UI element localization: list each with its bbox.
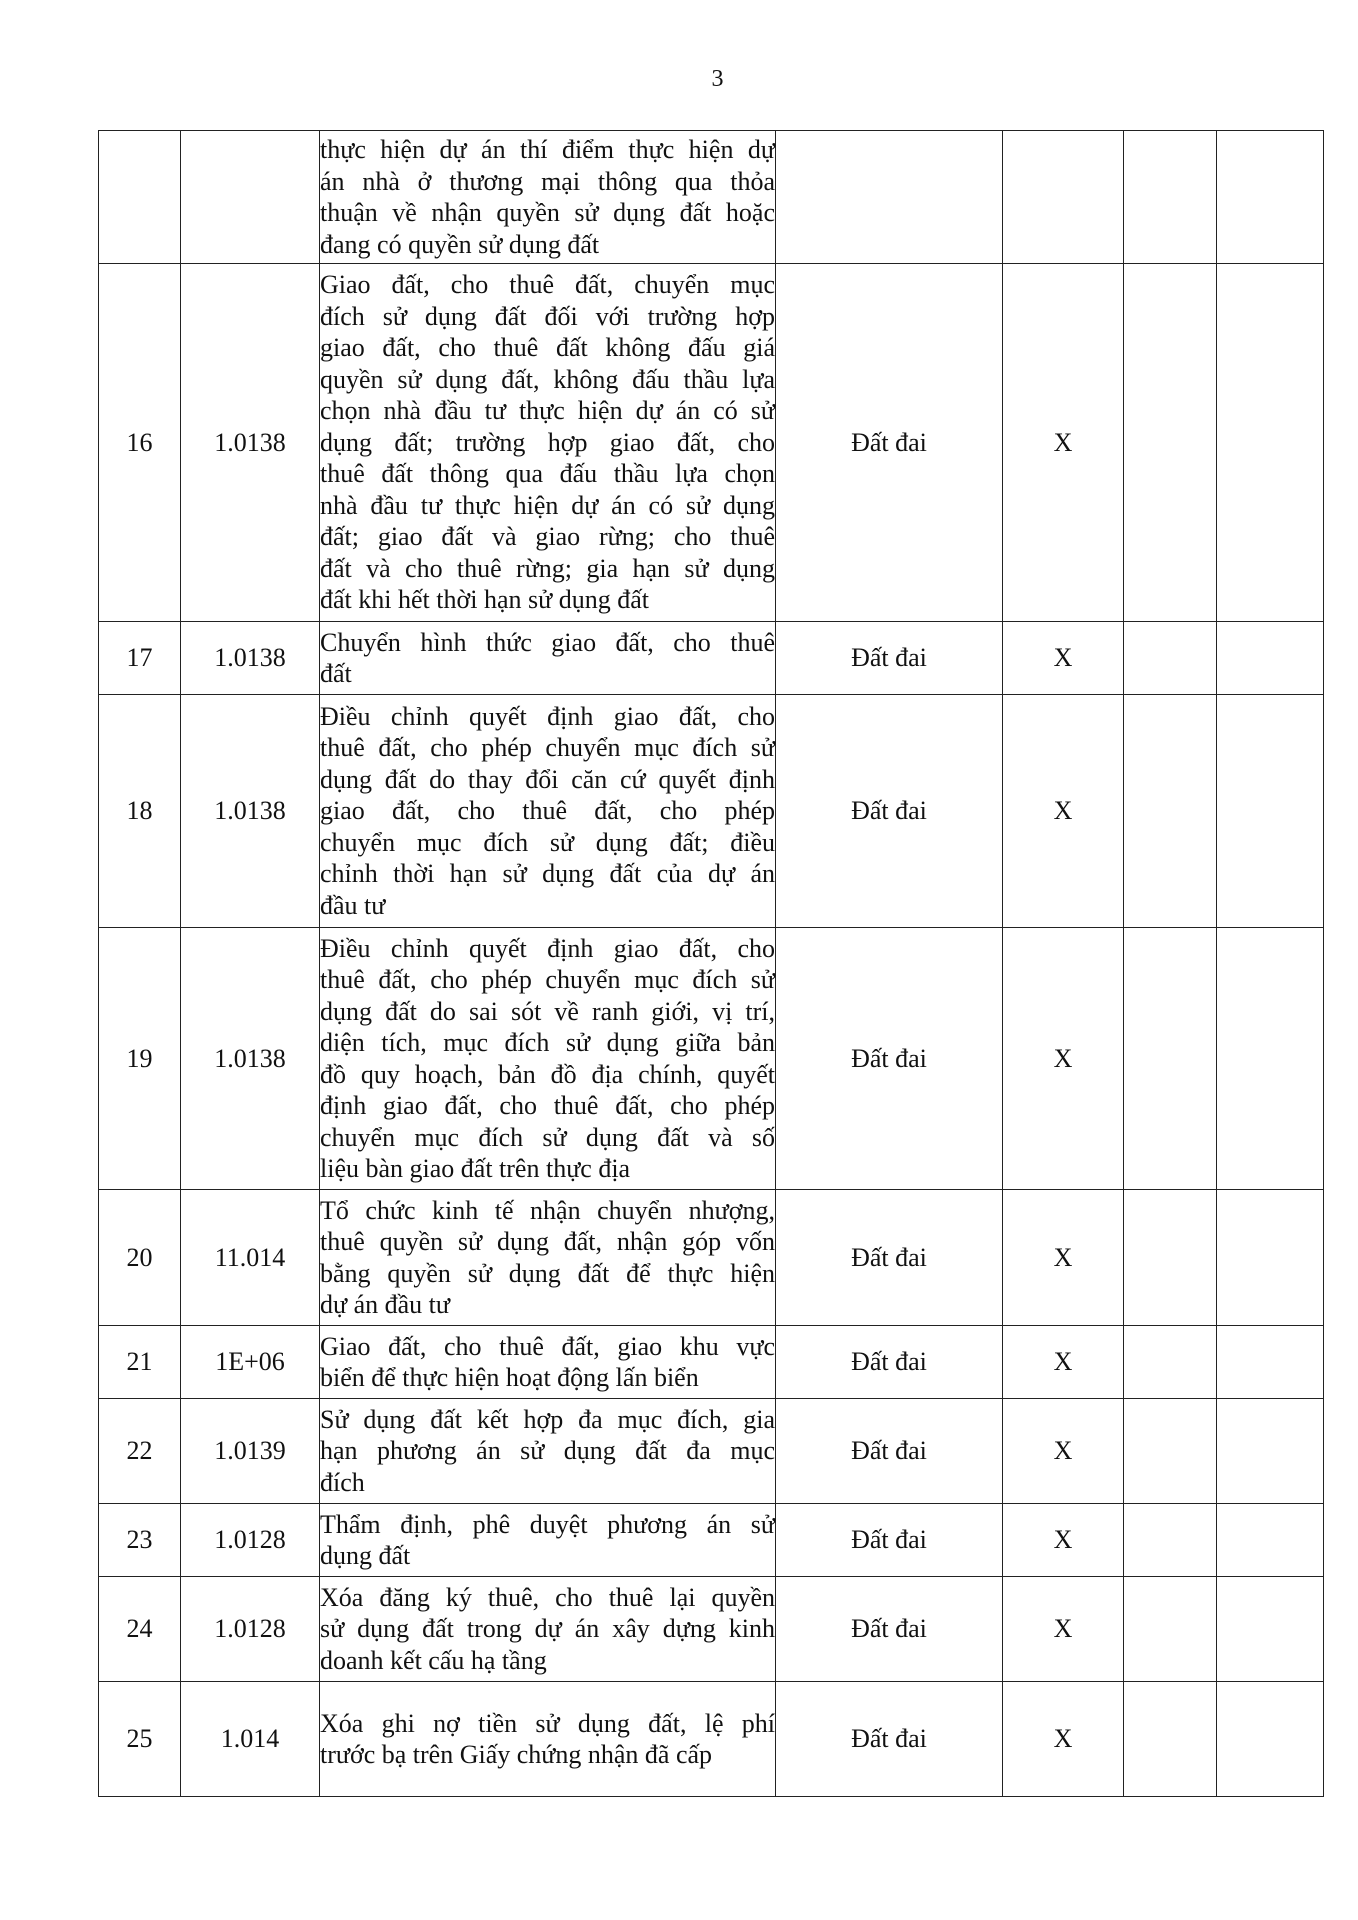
procedure-name-line: chỉnh thời hạn sử dụng đất của dự án (320, 859, 775, 889)
level-mark: X (1003, 1504, 1124, 1577)
empty-cell (1124, 1577, 1217, 1682)
procedure-name (320, 1326, 776, 1399)
procedure-name-line: Chuyển hình thức giao đất, cho thuê (320, 627, 775, 657)
row-number: 23 (99, 1504, 181, 1577)
table-row (99, 1326, 1324, 1399)
procedure-name-line: thuê quyền sử dụng đất, nhận góp vốn (320, 1227, 775, 1256)
empty-cell (1217, 131, 1324, 264)
empty-cell (1124, 928, 1217, 1190)
procedure-name (320, 131, 776, 264)
procedure-name (320, 1504, 776, 1577)
procedure-name-line: dụng đất; trường hợp giao đất, cho (320, 427, 775, 457)
procedure-name-line: đồ quy hoạch, bản đồ địa chính, quyết (320, 1059, 775, 1089)
table-row (99, 1399, 1324, 1504)
field-cell: Đất đai (776, 1682, 1003, 1797)
procedure-name-line: doanh kết cấu hạ tầng (320, 1645, 547, 1675)
procedure-name-line: đất và cho thuê rừng; gia hạn sử dụng (320, 553, 775, 583)
procedure-name-line: dụng đất do sai sót về ranh giới, vị trí, (320, 996, 775, 1026)
procedure-name (320, 928, 776, 1190)
procedure-name-line: thuận về nhận quyền sử dụng đất hoặc (320, 198, 775, 227)
procedure-name-line: quyền sử dụng đất, không đấu thầu lựa (320, 364, 775, 394)
level-mark: X (1003, 264, 1124, 622)
row-number: 22 (99, 1399, 181, 1504)
procedure-name-line: thuê đất, cho phép chuyển mục đích sử (320, 733, 775, 763)
empty-cell (1124, 1326, 1217, 1399)
procedure-name-line: Xóa ghi nợ tiền sử dụng đất, lệ phí (320, 1708, 775, 1738)
procedure-name-line: bằng quyền sử dụng đất để thực hiện (320, 1258, 775, 1288)
procedure-name-line: Sử dụng đất kết hợp đa mục đích, gia (320, 1404, 775, 1434)
procedure-name-line: định giao đất, cho thuê đất, cho phép (320, 1091, 775, 1120)
empty-cell (1124, 622, 1217, 695)
row-number: 21 (99, 1326, 181, 1399)
procedure-name (320, 1190, 776, 1326)
empty-cell (1217, 264, 1324, 622)
empty-cell (1217, 1504, 1324, 1577)
row-number (99, 131, 181, 264)
table-row (99, 1682, 1324, 1797)
table-row (99, 131, 1324, 264)
field-cell: Đất đai (776, 264, 1003, 622)
procedure-code: 1.0138 (181, 695, 320, 928)
table-row (99, 1577, 1324, 1682)
level-mark (1003, 131, 1124, 264)
row-number: 24 (99, 1577, 181, 1682)
procedure-code: 1E+06 (181, 1326, 320, 1399)
field-cell: Đất đai (776, 928, 1003, 1190)
field-cell: Đất đai (776, 1190, 1003, 1326)
empty-cell (1217, 1577, 1324, 1682)
procedure-name-line: đang có quyền sử dụng đất (320, 229, 600, 259)
level-mark: X (1003, 928, 1124, 1190)
procedure-name-line: chuyển mục đích sử dụng đất và số (320, 1122, 775, 1152)
procedure-code: 1.014 (181, 1682, 320, 1797)
procedure-name-line: thuê đất thông qua đấu thầu lựa chọn (320, 459, 775, 489)
table-row (99, 695, 1324, 928)
field-cell: Đất đai (776, 695, 1003, 928)
procedure-name-line: giao đất, cho thuê đất, cho phép (320, 796, 775, 826)
table-row (99, 1190, 1324, 1326)
procedure-name-line: án nhà ở thương mại thông qua thỏa (320, 166, 775, 196)
procedure-name-line: liệu bàn giao đất trên thực địa (320, 1154, 631, 1183)
procedure-name-line: Tổ chức kinh tế nhận chuyển nhượng, (320, 1195, 775, 1225)
page-number: 3 (711, 66, 724, 92)
procedure-name-line: đất; giao đất và giao rừng; cho thuê (320, 522, 775, 552)
procedure-name-line: đích (320, 1467, 365, 1497)
procedure-name (320, 1399, 776, 1504)
procedure-name-line: đất (320, 659, 352, 688)
empty-cell (1124, 695, 1217, 928)
procedure-code: 1.0139 (181, 1399, 320, 1504)
procedure-code: 1.0138 (181, 622, 320, 695)
table-row (99, 264, 1324, 622)
empty-cell (1124, 1190, 1217, 1326)
procedure-name-line: nhà đầu tư thực hiện dự án có sử dụng (320, 490, 775, 520)
row-number: 16 (99, 264, 181, 622)
procedure-name (320, 695, 776, 928)
procedure-name-line: đất khi hết thời hạn sử dụng đất (320, 585, 649, 615)
procedure-name-line: thực hiện dự án thí điểm thực hiện dự (320, 135, 775, 164)
procedure-name-line: sử dụng đất trong dự án xây dựng kinh (320, 1614, 775, 1644)
empty-cell (1217, 1326, 1324, 1399)
empty-cell (1124, 1399, 1217, 1504)
procedure-name-line: dự án đầu tư (320, 1290, 450, 1319)
level-mark: X (1003, 1190, 1124, 1326)
empty-cell (1124, 264, 1217, 622)
level-mark: X (1003, 622, 1124, 695)
procedure-name-line: dụng đất do thay đổi căn cứ quyết định (320, 764, 775, 794)
procedure-code: 1.0128 (181, 1504, 320, 1577)
row-number: 18 (99, 695, 181, 928)
empty-cell (1217, 622, 1324, 695)
empty-cell (1124, 131, 1217, 264)
procedure-code: 1.0128 (181, 1577, 320, 1682)
procedures-table (98, 130, 1324, 1797)
table-row (99, 928, 1324, 1190)
field-cell (776, 131, 1003, 264)
procedure-name (320, 264, 776, 622)
empty-cell (1217, 1399, 1324, 1504)
field-cell: Đất đai (776, 1577, 1003, 1682)
procedure-name-line: dụng đất (320, 1541, 411, 1570)
procedure-name (320, 1682, 776, 1797)
procedure-name-line: biển để thực hiện hoạt động lấn biển (320, 1363, 699, 1392)
procedure-name-line: Giao đất, cho thuê đất, chuyển mục (320, 270, 775, 300)
field-cell: Đất đai (776, 622, 1003, 695)
level-mark: X (1003, 1399, 1124, 1504)
level-mark: X (1003, 1682, 1124, 1797)
procedure-name-line: giao đất, cho thuê đất không đấu giá (320, 333, 775, 363)
procedure-name-line: trước bạ trên Giấy chứng nhận đã cấp (320, 1740, 713, 1769)
procedure-name-line: diện tích, mục đích sử dụng giữa bản (320, 1028, 775, 1057)
empty-cell (1217, 1190, 1324, 1326)
procedure-name-line: Điều chỉnh quyết định giao đất, cho (320, 701, 775, 731)
field-cell: Đất đai (776, 1326, 1003, 1399)
procedure-name-line: Giao đất, cho thuê đất, giao khu vực (320, 1331, 775, 1361)
empty-cell (1124, 1504, 1217, 1577)
procedure-name-line: Thẩm định, phê duyệt phương án sử (320, 1509, 775, 1539)
procedure-name-line: Điều chỉnh quyết định giao đất, cho (320, 933, 775, 963)
empty-cell (1217, 928, 1324, 1190)
procedure-name-line: Xóa đăng ký thuê, cho thuê lại quyền (320, 1582, 775, 1612)
procedure-name-line: đích sử dụng đất đối với trường hợp (320, 301, 775, 331)
procedure-code: 1.0138 (181, 928, 320, 1190)
row-number: 17 (99, 622, 181, 695)
procedure-name-line: chuyển mục đích sử dụng đất; điều (320, 827, 775, 857)
procedure-name-line: đầu tư (320, 890, 386, 920)
table-row (99, 622, 1324, 695)
procedure-name (320, 622, 776, 695)
procedure-code (181, 131, 320, 264)
row-number: 25 (99, 1682, 181, 1797)
level-mark: X (1003, 695, 1124, 928)
empty-cell (1217, 695, 1324, 928)
table-row (99, 1504, 1324, 1577)
empty-cell (1124, 1682, 1217, 1797)
empty-cell (1217, 1682, 1324, 1797)
procedure-name-line: thuê đất, cho phép chuyển mục đích sử (320, 965, 775, 994)
level-mark: X (1003, 1326, 1124, 1399)
procedure-name-line: chọn nhà đầu tư thực hiện dự án có sử (320, 396, 775, 426)
procedure-name (320, 1577, 776, 1682)
level-mark: X (1003, 1577, 1124, 1682)
field-cell: Đất đai (776, 1504, 1003, 1577)
procedure-name-line: hạn phương án sử dụng đất đa mục (320, 1436, 775, 1466)
procedure-code: 11.014 (181, 1190, 320, 1326)
field-cell: Đất đai (776, 1399, 1003, 1504)
row-number: 20 (99, 1190, 181, 1326)
procedure-code: 1.0138 (181, 264, 320, 622)
row-number: 19 (99, 928, 181, 1190)
